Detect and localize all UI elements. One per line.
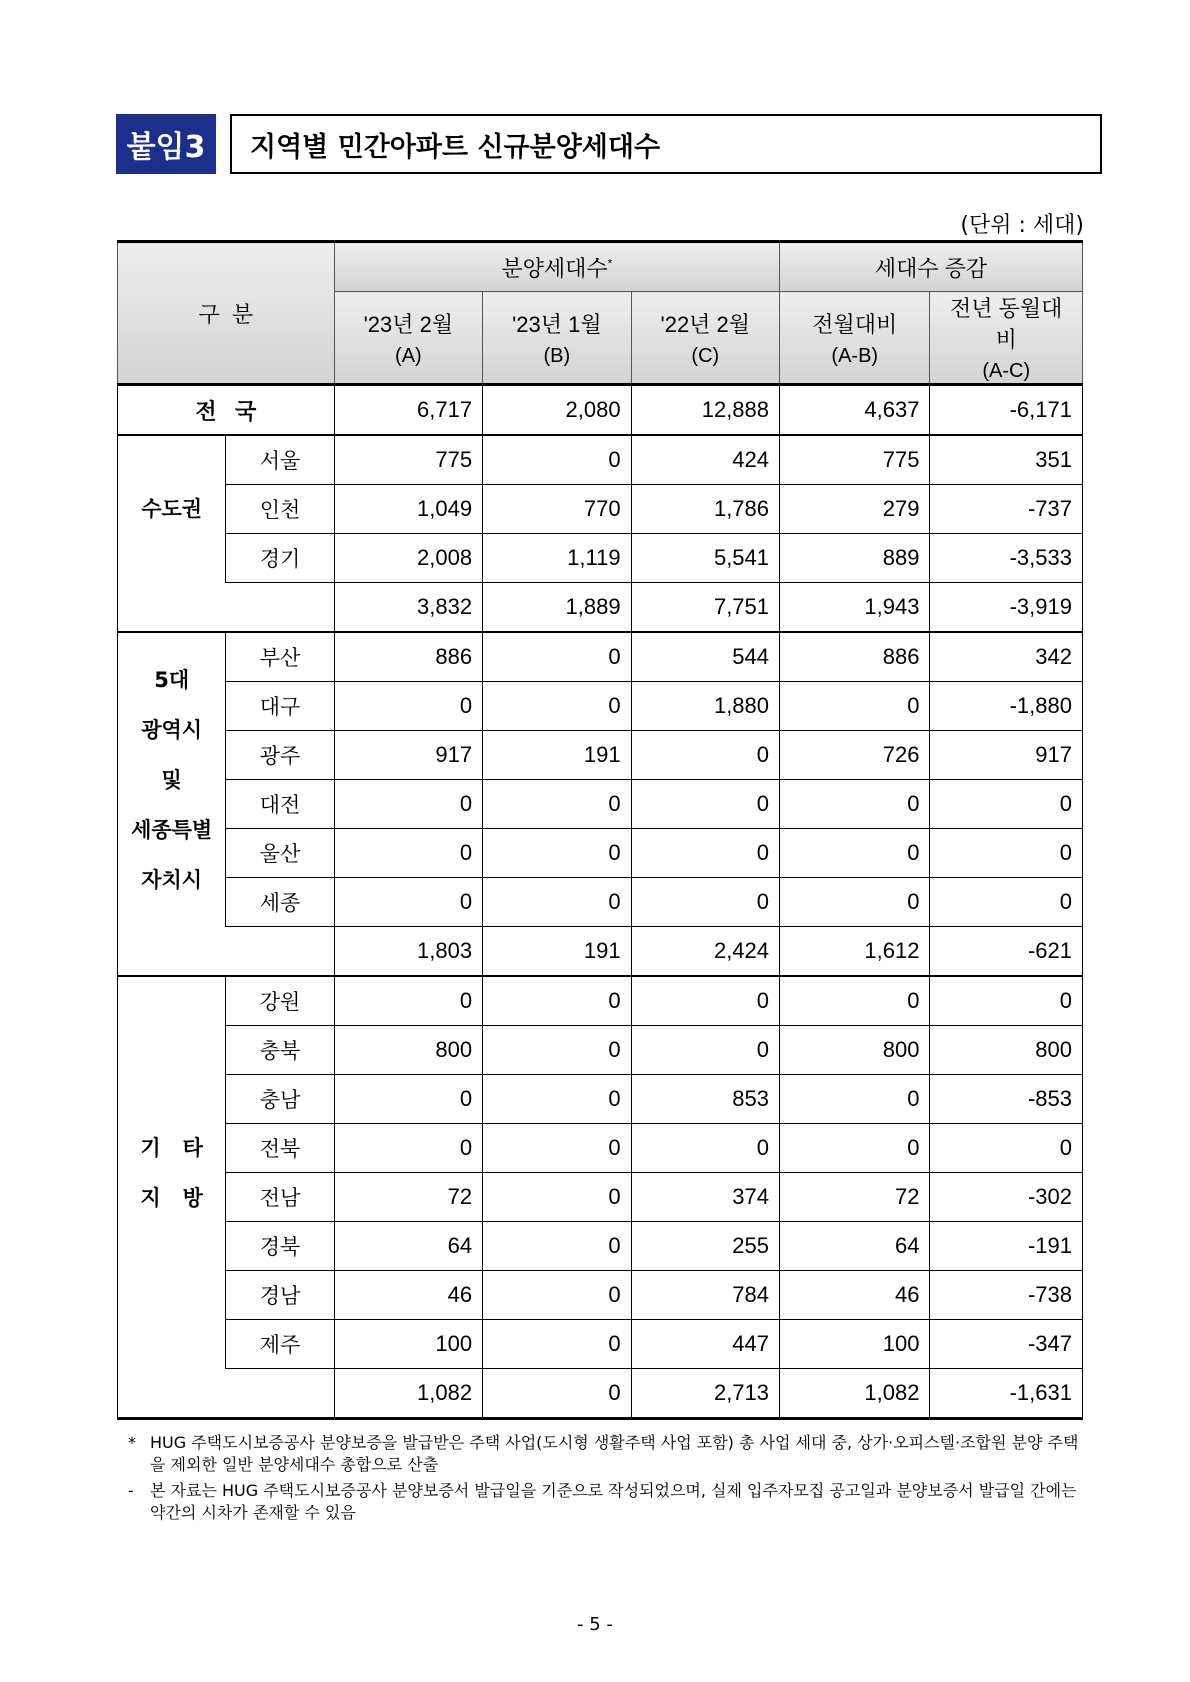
footnotes: [128, 1432, 1080, 1524]
table-cell: 1,049: [334, 485, 482, 534]
table-cell: 0: [334, 780, 482, 829]
table-row-national: [118, 385, 1083, 436]
table-row-subtotal: [118, 1369, 1083, 1419]
region-name: 울산: [226, 829, 334, 878]
table-row: [118, 632, 1083, 682]
supply-table: [117, 240, 1083, 1420]
table-cell: 279: [780, 485, 930, 534]
table-cell: 72: [780, 1173, 930, 1222]
table-cell: 544: [631, 632, 779, 682]
region-name: 경남: [226, 1271, 334, 1320]
table-cell: 0: [930, 1124, 1083, 1173]
table-cell: 853: [631, 1075, 779, 1124]
table-cell: 800: [780, 1026, 930, 1075]
table-cell: 351: [930, 435, 1083, 485]
region-name: 충남: [226, 1075, 334, 1124]
table-cell: 0: [483, 878, 631, 927]
table-cell: 0: [631, 829, 779, 878]
table-cell: 800: [334, 1026, 482, 1075]
page-title: 지역별 민간아파트 신규분양세대수: [230, 114, 1102, 174]
table-cell: -302: [930, 1173, 1083, 1222]
table-cell: 0: [930, 780, 1083, 829]
table-cell: 2,008: [334, 534, 482, 583]
table-cell: 0: [483, 1320, 631, 1369]
table-cell: -347: [930, 1320, 1083, 1369]
table-cell: 447: [631, 1320, 779, 1369]
table-cell: 7,751: [631, 583, 779, 633]
table-cell: 0: [780, 829, 930, 878]
region-name: 대전: [226, 780, 334, 829]
subtotal-label-blank: [118, 583, 335, 633]
table-cell: 342: [930, 632, 1083, 682]
table-cell: 4,637: [780, 385, 930, 436]
table-cell: 917: [930, 731, 1083, 780]
table-cell: 784: [631, 1271, 779, 1320]
footnote: - 본 자료는 HUG 주택도시보증공사 분양보증서 발급일을 기준으로 작성되었으며, 실제 입주자모집 공고일과 분양보증서 발급일 간에는 약간의 시차가 존재할 수 있음: [128, 1481, 1077, 1522]
table-cell: 64: [780, 1222, 930, 1271]
table-cell: 0: [483, 1124, 631, 1173]
table-cell: 0: [483, 1173, 631, 1222]
table-cell: 46: [334, 1271, 482, 1320]
header-col-c: '22년 2월 (C): [631, 292, 779, 385]
table-row: [118, 1124, 1083, 1173]
table-cell: 0: [780, 1124, 930, 1173]
table-cell: 1,803: [334, 927, 482, 977]
table-cell: 726: [780, 731, 930, 780]
table-cell: 0: [930, 829, 1083, 878]
table-row: [118, 976, 1083, 1026]
region-name: 전남: [226, 1173, 334, 1222]
table-cell: 0: [483, 1369, 631, 1419]
group-label-line: 광역시: [141, 717, 203, 742]
table-cell: 46: [780, 1271, 930, 1320]
table-cell: 72: [334, 1173, 482, 1222]
unit-label: (단위 : 세대): [960, 213, 1084, 238]
table-cell: -853: [930, 1075, 1083, 1124]
table-cell: 5,541: [631, 534, 779, 583]
table-cell: 100: [780, 1320, 930, 1369]
table-row: [118, 829, 1083, 878]
table-row: [118, 1026, 1083, 1075]
table-cell: 255: [631, 1222, 779, 1271]
table-cell: 1,786: [631, 485, 779, 534]
table-row: [118, 1320, 1083, 1369]
table-cell: -738: [930, 1271, 1083, 1320]
group-label-line: 및: [161, 767, 182, 792]
table-cell: 0: [631, 1124, 779, 1173]
group-label-cities: [118, 632, 226, 927]
table-cell: 1,880: [631, 682, 779, 731]
table-cell: 191: [483, 927, 631, 977]
table-cell: 0: [483, 1271, 631, 1320]
table-cell: 0: [483, 829, 631, 878]
table-cell: 1,119: [483, 534, 631, 583]
table-cell: 1,082: [780, 1369, 930, 1419]
table-cell: -1,880: [930, 682, 1083, 731]
table-cell: 2,080: [483, 385, 631, 436]
table-cell: -737: [930, 485, 1083, 534]
table-cell: 2,713: [631, 1369, 779, 1419]
region-name: 세종: [226, 878, 334, 927]
table-cell: 0: [780, 1075, 930, 1124]
table-cell: 770: [483, 485, 631, 534]
table-cell: 0: [780, 878, 930, 927]
table-row-subtotal: [118, 583, 1083, 633]
table-row: [118, 1173, 1083, 1222]
table-cell: 0: [631, 878, 779, 927]
region-name: 전북: [226, 1124, 334, 1173]
table-cell: 0: [334, 682, 482, 731]
table-cell: 6,717: [334, 385, 482, 436]
table-cell: 0: [483, 1222, 631, 1271]
footnote: * HUG 주택도시보증공사 분양보증을 발급받은 주택 사업(도시형 생활주택 사업 포함) 총 사업 세대 중, 상가·오피스텔·조합원 분양 주택을 제외한 일반 분양세대수 총합으로 산출: [128, 1433, 1079, 1474]
group-label-line: 세종특별: [131, 817, 213, 842]
table-cell: 0: [930, 976, 1083, 1026]
subtotal-label-blank: [118, 927, 335, 977]
table-row: [118, 485, 1083, 534]
table-cell: 0: [483, 1026, 631, 1075]
table-row-subtotal: [118, 927, 1083, 977]
table-cell: 12,888: [631, 385, 779, 436]
table-cell: 424: [631, 435, 779, 485]
group-label-line: 5대: [154, 667, 190, 692]
table-row: [118, 534, 1083, 583]
group-label-line: 지 방: [140, 1185, 203, 1210]
table-cell: 0: [483, 976, 631, 1026]
table-cell: 191: [483, 731, 631, 780]
row-label-national: 전 국: [118, 385, 335, 436]
group-label-line: 자치시: [141, 867, 203, 892]
table-cell: -621: [930, 927, 1083, 977]
table-cell: -3,533: [930, 534, 1083, 583]
region-name: 경북: [226, 1222, 334, 1271]
table-cell: 0: [780, 780, 930, 829]
table-cell: 374: [631, 1173, 779, 1222]
header-change: 세대수 증감: [780, 242, 1083, 292]
table-row: [118, 1271, 1083, 1320]
title-bar: [116, 114, 1084, 174]
table-row: [118, 780, 1083, 829]
page-number: - 5 -: [577, 1614, 613, 1635]
subtotal-label-blank: [118, 1369, 335, 1419]
region-name: 광주: [226, 731, 334, 780]
table-cell: 0: [334, 829, 482, 878]
region-name: 강원: [226, 976, 334, 1026]
header-supply: 분양세대수*: [334, 242, 779, 292]
table-cell: 0: [780, 976, 930, 1026]
table-row: [118, 435, 1083, 485]
table-cell: 0: [631, 976, 779, 1026]
region-name: 부산: [226, 632, 334, 682]
table-cell: 0: [483, 435, 631, 485]
table-cell: 0: [483, 1075, 631, 1124]
table-cell: 0: [631, 731, 779, 780]
appendix-badge: 붙임3: [116, 114, 216, 174]
group-label-line: 수도권: [141, 497, 203, 522]
table-cell: 800: [930, 1026, 1083, 1075]
region-name: 경기: [226, 534, 334, 583]
table-cell: 3,832: [334, 583, 482, 633]
table-cell: 100: [334, 1320, 482, 1369]
table-cell: 775: [780, 435, 930, 485]
header-col-b: '23년 1월 (B): [483, 292, 631, 385]
table-row: [118, 878, 1083, 927]
table-cell: 0: [334, 1124, 482, 1173]
table-row: [118, 1075, 1083, 1124]
table-cell: 1,612: [780, 927, 930, 977]
header-col-d: 전월대비 (A-B): [780, 292, 930, 385]
table-cell: 0: [483, 682, 631, 731]
table-cell: 886: [780, 632, 930, 682]
table-cell: -1,631: [930, 1369, 1083, 1419]
table-cell: 0: [930, 878, 1083, 927]
table-cell: 775: [334, 435, 482, 485]
table-cell: -6,171: [930, 385, 1083, 436]
region-name: 인천: [226, 485, 334, 534]
table-cell: 1,943: [780, 583, 930, 633]
table-cell: 0: [483, 632, 631, 682]
region-name: 충북: [226, 1026, 334, 1075]
table-cell: 1,889: [483, 583, 631, 633]
header-category: 구 분: [118, 242, 335, 385]
region-name: 제주: [226, 1320, 334, 1369]
table-row: [118, 1222, 1083, 1271]
table-cell: -3,919: [930, 583, 1083, 633]
group-label-metro: [118, 435, 226, 583]
table-cell: 889: [780, 534, 930, 583]
table-cell: 886: [334, 632, 482, 682]
region-name: 대구: [226, 682, 334, 731]
table-row: [118, 682, 1083, 731]
table-cell: 0: [780, 682, 930, 731]
group-label-line: 기 타: [140, 1135, 203, 1160]
table-cell: 0: [334, 976, 482, 1026]
table-cell: 1,082: [334, 1369, 482, 1419]
table-cell: 0: [334, 878, 482, 927]
group-label-others: [118, 976, 226, 1369]
header-col-e: 전년 동월대비 (A-C): [930, 292, 1083, 385]
table-cell: 64: [334, 1222, 482, 1271]
table-cell: 2,424: [631, 927, 779, 977]
region-name: 서울: [226, 435, 334, 485]
table-cell: 0: [631, 780, 779, 829]
table-cell: 0: [334, 1075, 482, 1124]
table-row: [118, 731, 1083, 780]
header-col-a: '23년 2월 (A): [334, 292, 482, 385]
table-cell: 917: [334, 731, 482, 780]
table-cell: 0: [631, 1026, 779, 1075]
table-cell: 0: [483, 780, 631, 829]
table-cell: -191: [930, 1222, 1083, 1271]
